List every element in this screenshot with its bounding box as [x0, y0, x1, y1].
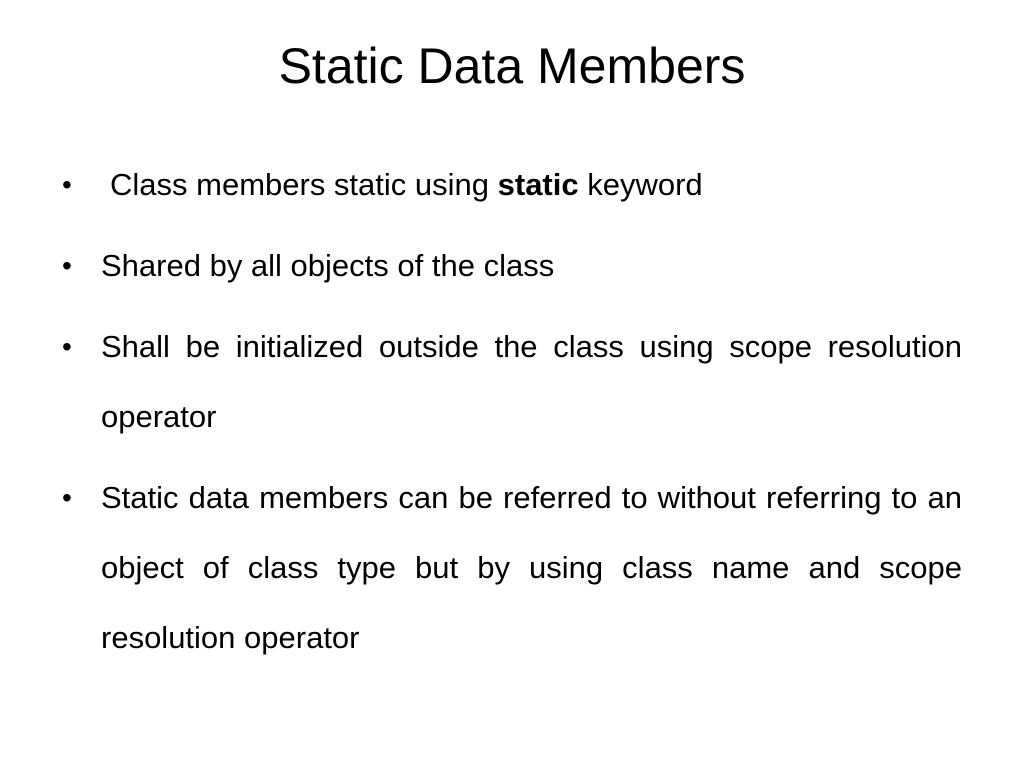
bullet-text: Shall be initialized outside the class using scope resolution operator: [101, 329, 962, 434]
bullet-item: [62, 463, 962, 673]
bullet-text: [101, 167, 703, 202]
bullet-text: Static data members can be referred to without referring to an object of class type but by using class name and scope resolution operator: [101, 480, 962, 655]
bullet-item: [62, 231, 962, 301]
bullet-text: Shared by all objects of the class: [101, 248, 555, 283]
bullet-dot-icon: •: [62, 331, 72, 362]
bullet-list: [62, 150, 962, 684]
bullet-text-before: Class members static using: [110, 167, 498, 202]
static-keyword: static: [497, 167, 579, 202]
bullet-item: [62, 150, 962, 220]
bullet-item: [62, 312, 962, 452]
bullet-dot-icon: •: [62, 482, 72, 513]
bullet-dot-icon: •: [62, 250, 72, 281]
bullet-dot-icon: •: [62, 169, 72, 200]
bullet-text-after: keyword: [578, 167, 703, 202]
slide-title: Static Data Members: [278, 38, 746, 94]
